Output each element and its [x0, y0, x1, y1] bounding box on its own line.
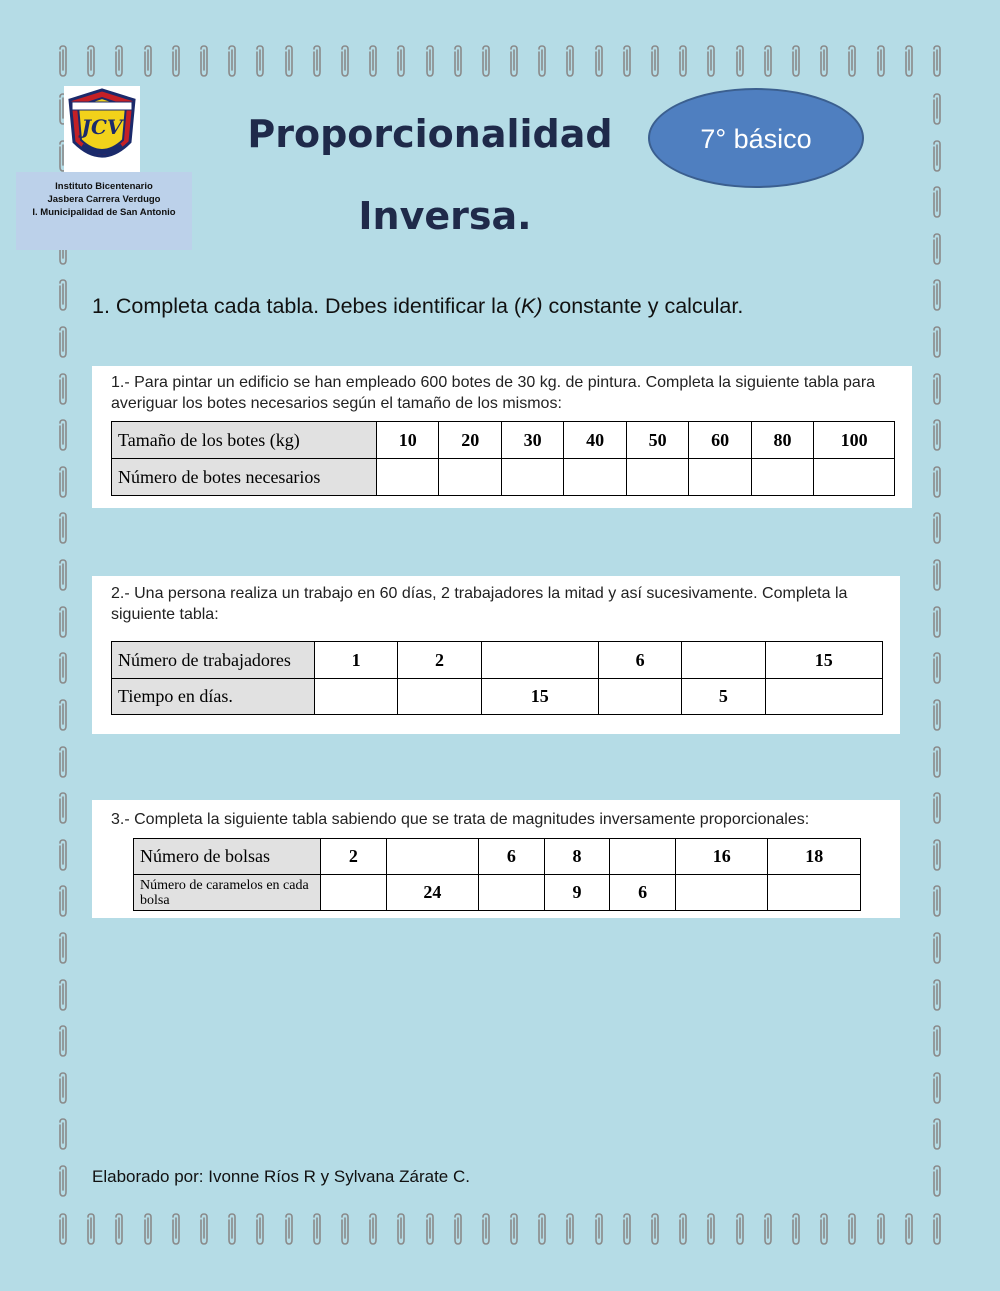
paperclip-icon: [169, 44, 183, 78]
paperclip-icon: [930, 605, 944, 639]
paperclip-icon: [620, 44, 634, 78]
paperclip-icon: [930, 884, 944, 918]
table-cell: 18: [768, 839, 861, 875]
table-cell: 15: [481, 679, 598, 715]
paperclip-icon: [563, 44, 577, 78]
paperclip-icon: [56, 651, 70, 685]
paperclip-icon: [84, 1212, 98, 1246]
paperclip-icon: [56, 931, 70, 965]
paperclip-icon: [225, 44, 239, 78]
paperclip-icon: [761, 1212, 775, 1246]
answer-cell[interactable]: [768, 875, 861, 911]
paperclip-icon: [56, 558, 70, 592]
paperclip-icon: [817, 1212, 831, 1246]
school-crest-logo: [64, 86, 140, 172]
paperclip-icon: [451, 1212, 465, 1246]
paperclip-icon: [648, 44, 662, 78]
paperclip-icon: [733, 1212, 747, 1246]
paperclip-icon: [930, 698, 944, 732]
paperclip-icon: [423, 44, 437, 78]
answer-cell[interactable]: [626, 459, 688, 496]
paperclip-icon: [648, 1212, 662, 1246]
table-cell: 6: [479, 839, 545, 875]
paperclip-icon: [930, 418, 944, 452]
paperclip-icon: [56, 1212, 70, 1246]
answer-cell[interactable]: [751, 459, 813, 496]
paperclip-icon: [197, 44, 211, 78]
paperclip-icon: [56, 978, 70, 1012]
paperclip-icon: [451, 44, 465, 78]
paperclip-icon: [704, 1212, 718, 1246]
paperclip-icon: [56, 791, 70, 825]
paperclip-icon: [535, 1212, 549, 1246]
paperclip-icon: [817, 44, 831, 78]
paperclip-icon: [845, 44, 859, 78]
paperclip-icon: [253, 1212, 267, 1246]
paperclip-icon: [479, 1212, 493, 1246]
answer-cell[interactable]: [386, 839, 478, 875]
table-row-label: Número de botes necesarios: [112, 459, 377, 496]
answer-cell[interactable]: [398, 679, 481, 715]
paperclip-icon: [930, 465, 944, 499]
table-cell: 9: [544, 875, 610, 911]
paperclip-icon: [902, 1212, 916, 1246]
paperclip-icon: [56, 418, 70, 452]
paperclip-icon: [56, 1117, 70, 1151]
exercise-2-table: [111, 641, 883, 715]
instruction-before: 1. Completa cada tabla. Debes identificar la (: [92, 294, 522, 318]
table-row-label: Número de bolsas: [134, 839, 321, 875]
paperclip-icon: [56, 465, 70, 499]
paperclip-icon: [112, 44, 126, 78]
paperclip-icon: [620, 1212, 634, 1246]
table-cell: 5: [682, 679, 765, 715]
paperclip-icon: [930, 1117, 944, 1151]
paperclip-icon: [845, 1212, 859, 1246]
table-row-label: Tamaño de los botes (kg): [112, 422, 377, 459]
school-line-2: Jasbera Carrera Verdugo: [47, 194, 161, 205]
answer-cell[interactable]: [675, 875, 767, 911]
instruction-after: constante y calcular.: [542, 294, 744, 318]
table-cell: 6: [598, 642, 681, 679]
table-cell: 60: [689, 422, 751, 459]
exercise-3-table: [133, 838, 861, 911]
paperclip-icon: [112, 1212, 126, 1246]
exercise-3-text: 3.- Completa la siguiente tabla sabiendo que se trata de magnitudes inversamente proporcionales:: [111, 811, 810, 828]
paperclip-icon: [423, 1212, 437, 1246]
paperclip-icon: [56, 511, 70, 545]
answer-cell[interactable]: [321, 875, 387, 911]
paperclip-icon: [930, 1071, 944, 1105]
paperclip-icon: [874, 44, 888, 78]
paperclip-icon: [253, 44, 267, 78]
paperclip-icon: [56, 1071, 70, 1105]
answer-cell[interactable]: [479, 875, 545, 911]
author-footer: Elaborado por: Ivonne Ríos R y Sylvana Zárate C.: [92, 1167, 470, 1186]
table-cell: 8: [544, 839, 610, 875]
paperclip-icon: [704, 44, 718, 78]
paperclip-icon: [930, 278, 944, 312]
paperclip-icon: [930, 139, 944, 173]
paperclip-icon: [56, 838, 70, 872]
table-cell: 2: [398, 642, 481, 679]
table-cell: 2: [321, 839, 387, 875]
svg-text:JCV: JCV: [81, 115, 123, 139]
table-cell: 40: [564, 422, 626, 459]
paperclip-icon: [930, 791, 944, 825]
paperclip-icon: [84, 44, 98, 78]
paperclip-icon: [874, 1212, 888, 1246]
answer-cell[interactable]: [481, 642, 598, 679]
paperclip-icon: [338, 44, 352, 78]
paperclip-icon: [930, 931, 944, 965]
paperclip-icon: [366, 44, 380, 78]
answer-cell[interactable]: [814, 459, 895, 496]
paperclip-icon: [563, 1212, 577, 1246]
paperclip-icon: [141, 44, 155, 78]
paperclip-icon: [56, 372, 70, 406]
paperclip-icon: [56, 278, 70, 312]
paperclip-icon: [507, 1212, 521, 1246]
paperclip-icon: [930, 745, 944, 779]
answer-cell[interactable]: [689, 459, 751, 496]
school-name: [16, 180, 192, 219]
paperclip-icon: [592, 1212, 606, 1246]
grade-badge: [648, 88, 864, 188]
table-row-label: Número de trabajadores: [112, 642, 315, 679]
paperclip-icon: [338, 1212, 352, 1246]
paperclip-icon: [141, 1212, 155, 1246]
paperclip-icon: [789, 44, 803, 78]
exercise-1-text: 1.- Para pintar un edificio se han empleado 600 botes de 30 kg. de pintura. Completa la siguiente tabla para averiguar los botes necesarios según el tamaño de los mismos:: [111, 374, 876, 412]
paperclip-icon: [282, 44, 296, 78]
table-cell: 20: [439, 422, 501, 459]
paperclip-icon: [930, 651, 944, 685]
table-cell: 50: [626, 422, 688, 459]
answer-cell[interactable]: [598, 679, 681, 715]
table-cell: 80: [751, 422, 813, 459]
paperclip-icon: [225, 1212, 239, 1246]
paperclip-icon: [169, 1212, 183, 1246]
answer-cell[interactable]: [610, 839, 676, 875]
instruction-k: K): [521, 294, 543, 318]
paperclip-icon: [56, 1164, 70, 1198]
paperclip-icon: [310, 44, 324, 78]
paperclip-icon: [310, 1212, 324, 1246]
paperclip-icon: [930, 185, 944, 219]
paperclip-icon: [676, 1212, 690, 1246]
paperclip-icon: [676, 44, 690, 78]
paperclip-icon: [366, 1212, 380, 1246]
paperclip-icon: [930, 1024, 944, 1058]
answer-cell[interactable]: [315, 679, 398, 715]
table-cell: 30: [501, 422, 563, 459]
paperclip-icon: [930, 372, 944, 406]
paperclip-icon: [479, 44, 493, 78]
paperclip-icon: [282, 1212, 296, 1246]
paperclip-icon: [56, 605, 70, 639]
paperclip-icon: [930, 978, 944, 1012]
table-row-label: Tiempo en días.: [112, 679, 315, 715]
paperclip-icon: [930, 1164, 944, 1198]
paperclip-icon: [930, 44, 944, 78]
school-line-3: I. Municipalidad de San Antonio: [32, 207, 176, 218]
paperclip-icon: [56, 884, 70, 918]
paperclip-icon: [930, 511, 944, 545]
paperclip-icon: [56, 698, 70, 732]
paperclip-icon: [56, 745, 70, 779]
paperclip-icon: [592, 44, 606, 78]
paperclip-icon: [197, 1212, 211, 1246]
paperclip-icon: [394, 44, 408, 78]
table-cell: 10: [377, 422, 439, 459]
answer-cell[interactable]: [377, 459, 439, 496]
table-cell: 24: [386, 875, 478, 911]
title-line-2: Inversa.: [358, 194, 532, 238]
answer-cell[interactable]: [682, 642, 765, 679]
paperclip-icon: [507, 44, 521, 78]
paperclip-icon: [930, 558, 944, 592]
paperclip-icon: [56, 325, 70, 359]
paperclip-icon: [733, 44, 747, 78]
paperclip-icon: [761, 44, 775, 78]
table-cell: 6: [610, 875, 676, 911]
answer-cell[interactable]: [501, 459, 563, 496]
paperclip-icon: [535, 44, 549, 78]
paperclip-icon: [930, 838, 944, 872]
paperclip-icon: [930, 232, 944, 266]
paperclip-icon: [902, 44, 916, 78]
instruction: [92, 294, 743, 319]
grade-label: 7° básico: [700, 124, 812, 154]
table-row-label: Número de caramelos en cada bolsa: [134, 875, 321, 911]
exercise-1-table: [111, 421, 895, 496]
school-line-1: Instituto Bicentenario: [55, 181, 153, 192]
paperclip-icon: [930, 325, 944, 359]
exercise-2-text: 2.- Una persona realiza un trabajo en 60 días, 2 trabajadores la mitad y así sucesivamente. Completa la siguiente tabla:: [111, 585, 848, 623]
answer-cell[interactable]: [765, 679, 882, 715]
paperclip-icon: [56, 1024, 70, 1058]
answer-cell[interactable]: [439, 459, 501, 496]
table-cell: 16: [675, 839, 767, 875]
table-cell: 15: [765, 642, 882, 679]
table-cell: 100: [814, 422, 895, 459]
answer-cell[interactable]: [564, 459, 626, 496]
paperclip-icon: [394, 1212, 408, 1246]
paperclip-icon: [56, 44, 70, 78]
paperclip-icon: [930, 1212, 944, 1246]
paperclip-icon: [789, 1212, 803, 1246]
table-cell: 1: [315, 642, 398, 679]
paperclip-icon: [930, 92, 944, 126]
title-line-1: Proporcionalidad: [247, 112, 613, 156]
page-title: [230, 112, 630, 238]
